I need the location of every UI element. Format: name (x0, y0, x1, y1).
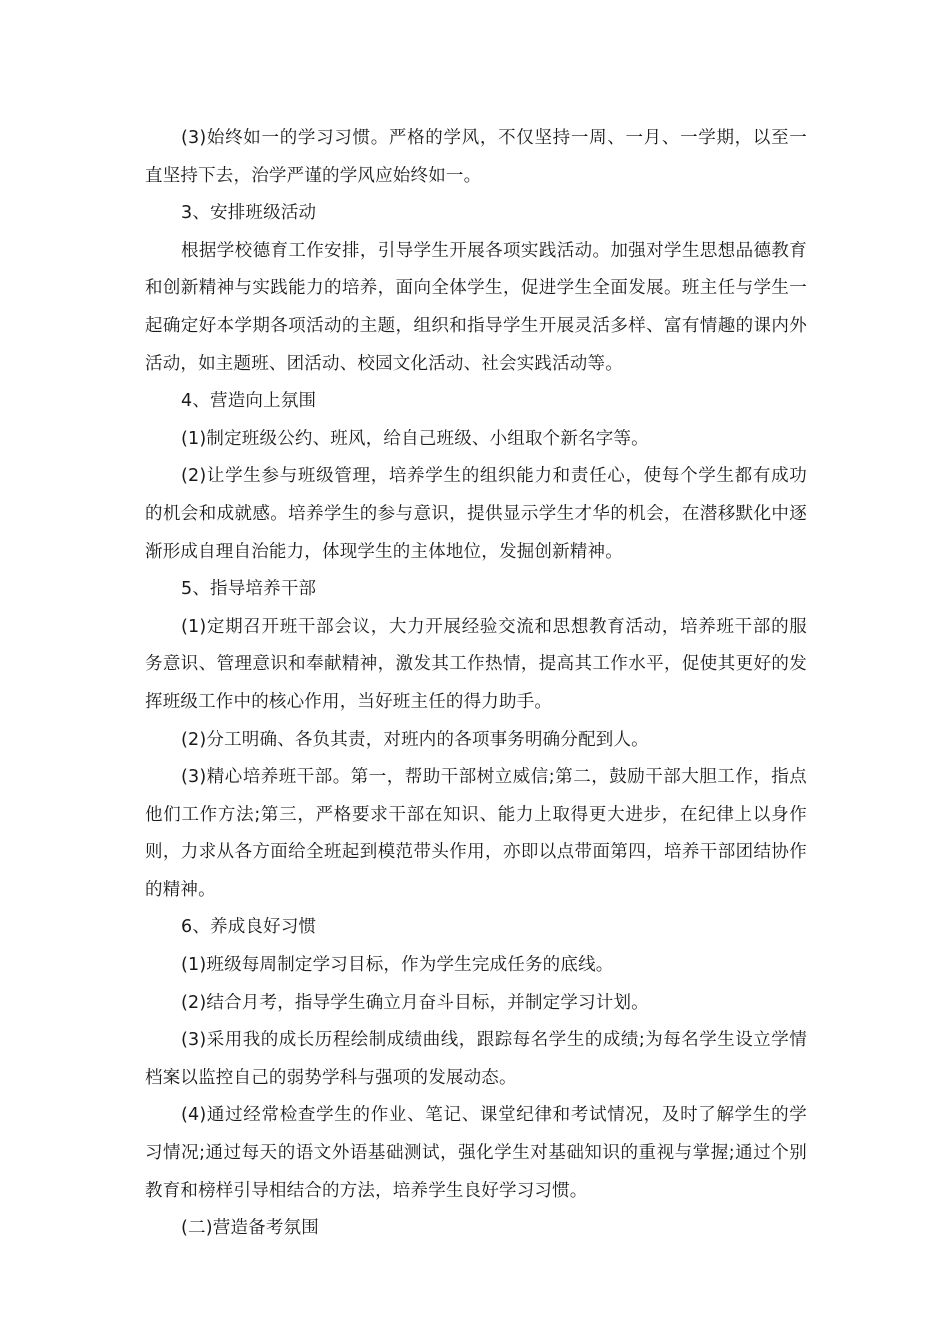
paragraph-atmosphere-2: (2)让学生参与班级管理，培养学生的组织能力和责任心，使每个学生都有成功的机会和成就感。培养学生的参与意识，提供显示学生才华的机会，在潜移默化中逐渐形成自理自治能力，体现学生的主体地位，发掘创新精神。 (145, 466, 807, 562)
paragraph-cadres-3: (3)精心培养班干部。第一，帮助干部树立威信;第二，鼓励干部大胆工作，指点他们工作方法;第三，严格要求干部在知识、能力上取得更大进步，在纪律上以身作则，力求从各方面给全班起到模范带头作用，亦即以点带面第四，培养干部团结协作的精神。 (145, 767, 807, 900)
paragraph-habits-4: (4)通过经常检查学生的作业、笔记、课堂纪律和考试情况，及时了解学生的学习情况;通过每天的语文外语基础测试，强化学生对基础知识的重视与掌握;通过个别教育和榜样引导相结合的方法，培养学生良好学习习惯。 (145, 1105, 807, 1201)
paragraph-cadres-2: (2)分工明确、各负其责，对班内的各项事务明确分配到人。 (181, 729, 649, 750)
paragraph-habits-1: (1)班级每周制定学习目标，作为学生完成任务的底线。 (181, 955, 614, 976)
paragraph-habits-2: (2)结合月考，指导学生确立月奋斗目标，并制定学习计划。 (181, 992, 649, 1013)
heading-arrange-class-activities: 3、安排班级活动 (181, 203, 317, 224)
heading-positive-atmosphere: 4、营造向上氛围 (181, 391, 317, 412)
heading-good-habits: 6、养成良好习惯 (181, 917, 317, 938)
heading-train-cadres: 5、指导培养干部 (181, 579, 317, 600)
heading-exam-atmosphere: (二)营造备考氛围 (181, 1218, 319, 1239)
paragraph-habits-3: (3)采用我的成长历程绘制成绩曲线，跟踪每名学生的成绩;为每名学生设立学情档案以监控自己的弱势学科与强项的发展动态。 (145, 1030, 807, 1088)
paragraph-atmosphere-1: (1)制定班级公约、班风，给自己班级、小组取个新名字等。 (181, 428, 649, 449)
paragraph-cadres-1: (1)定期召开班干部会议，大力开展经验交流和思想教育活动，培养班干部的服务意识、管理意识和奉献精神，激发其工作热情，提高其工作水平，促使其更好的发挥班级工作中的核心作用，当好班主任的得力助手。 (145, 616, 807, 712)
paragraph-habit-3: (3)始终如一的学习习惯。严格的学风，不仅坚持一周、一月、一学期，以至一直坚持下去，治学严谨的学风应始终如一。 (145, 128, 807, 186)
document-body (145, 120, 807, 1248)
paragraph-activities: 根据学校德育工作安排，引导学生开展各项实践活动。加强对学生思想品德教育和创新精神与实践能力的培养，面向全体学生，促进学生全面发展。班主任与学生一起确定好本学期各项活动的主题，组织和指导学生开展灵活多样、富有情趣的课内外活动，如主题班、团活动、校园文化活动、社会实践活动等。 (145, 240, 807, 374)
